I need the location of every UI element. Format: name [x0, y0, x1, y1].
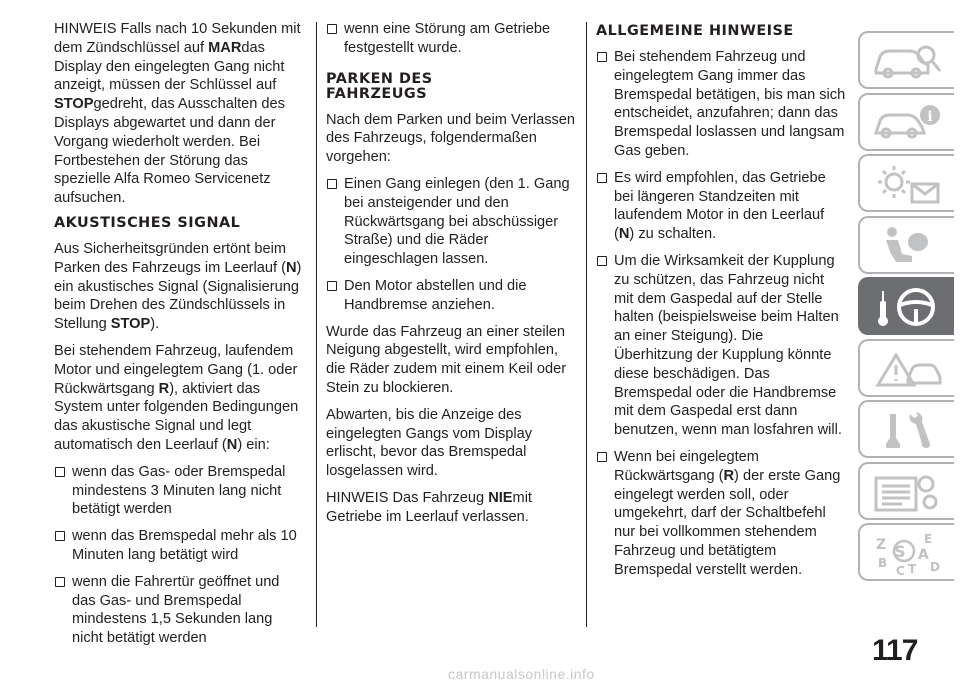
heading-allgemeine-hinweise: ALLGEMEINE HINWEISE — [596, 23, 794, 39]
warning-light-icon — [872, 162, 944, 206]
list-item — [326, 175, 576, 269]
text-column-1 — [54, 20, 306, 656]
tab-warning-lights[interactable] — [858, 154, 954, 212]
heading-line: FAHRZEUGS — [326, 85, 428, 102]
svg-text:i: i — [927, 108, 933, 125]
list-item — [596, 48, 846, 161]
checkbox-bullet-icon — [55, 531, 65, 541]
paragraph-parking-intro: Nach dem Parken und beim Verlassen des Fahrzeugs, folgendermaßen vorgehen: — [326, 111, 576, 166]
tab-safety[interactable] — [858, 93, 954, 151]
index-letter: B — [878, 556, 888, 570]
tab-knowing-the-car[interactable] — [858, 31, 954, 89]
list-item — [596, 169, 846, 244]
list-item-text: wenn das Gas- oder Bremspedal mindestens 3 Minuten lang nicht betätigt werden — [72, 463, 286, 518]
index-letter: S — [894, 542, 906, 561]
key-position-mar: MAR — [208, 39, 242, 56]
tab-safety-devices[interactable] — [858, 216, 954, 274]
gear-n: N — [226, 436, 238, 453]
note-display-gear — [54, 20, 306, 208]
chapter-tab-bar — [858, 31, 960, 585]
note-text: HINWEIS Das Fahrzeug — [326, 489, 489, 506]
list-item-text: Einen Gang einlegen (den 1. Gang bei ansteigender und den Rückwärtsgang bei abschüssiger Straße) und die Räder eingeschlagen lassen. — [344, 175, 570, 268]
gear-r: R — [158, 380, 170, 397]
paragraph-wheel-chock: Wurde das Fahrzeug an einer steilen Neigung abgestellt, wird empfohlen, die Räder zudem mit einem Keil oder Stein zu blockieren. — [326, 323, 567, 396]
list-item — [596, 448, 846, 580]
checkbox-bullet-icon — [55, 467, 65, 477]
key-position-stop: STOP — [110, 316, 151, 333]
note-text: gedreht, das Ausschalten des Displays abgewartet und dann der Vorgang wiederholt werden. Bei Fortbestehen der Störung das spezielle Alfa Romeo Servicenetz aufsuchen. — [54, 96, 285, 207]
checkbox-bullet-icon — [597, 452, 607, 462]
index-letter: C — [896, 564, 905, 575]
checkbox-bullet-icon — [327, 24, 337, 34]
emphasis-nie: NIE — [488, 489, 513, 506]
heading-line: PARKEN DES — [326, 70, 433, 87]
watermark: carmanualsonline.info — [448, 666, 595, 682]
gear-n: N — [618, 226, 630, 243]
list-item — [326, 277, 576, 315]
column-divider — [586, 22, 587, 627]
paragraph-text: Bei stehendem Fahrzeug, laufendem Motor und eingelegtem Gang (1. oder Rückwärtsgang — [54, 342, 298, 397]
index-letter: D — [930, 560, 940, 574]
list-item-text: wenn das Bremspedal mehr als 10 Minuten lang betätigt wird — [72, 528, 297, 563]
index-letter: A — [918, 547, 929, 563]
note-never-neutral — [326, 489, 576, 527]
list-item-text: Bei stehendem Fahrzeug und eingelegtem Gang immer das Bremspedal betätigen, bis man sich entscheidet, anzufahren; dann das Bremspedal loslassen und langsam Gas geben. — [614, 49, 846, 159]
index-letter: E — [924, 532, 933, 546]
airbag-seat-icon — [872, 224, 944, 268]
key-steering-wheel-icon — [872, 285, 944, 329]
checkbox-bullet-icon — [597, 256, 607, 266]
list-item — [54, 573, 306, 648]
list-item — [326, 20, 576, 58]
paragraph-text: ). — [150, 316, 160, 333]
key-position-stop: STOP — [54, 96, 94, 113]
wrench-screwdriver-icon — [872, 408, 944, 452]
list-item-text: ) der erste Gang eingelegt werden soll, oder umgekehrt, darf der Schaltbefehl nur bei vollkommen stehendem Fahrzeug und betätigtem Bremspedal verstellt werden. — [614, 467, 841, 578]
checkbox-bullet-icon — [597, 52, 607, 62]
text-column-3 — [596, 20, 846, 588]
paragraph-parking-signal — [54, 240, 306, 334]
tab-emergency[interactable] — [858, 339, 954, 397]
car-info-icon — [872, 101, 944, 145]
paragraph-text: ) ein akustisches Signal (Signalisierung beim Drehen des Zündschlüssels in Stellung — [54, 259, 302, 333]
alphabetical-index-icon — [872, 531, 944, 575]
gear-n: N — [286, 259, 297, 276]
tab-maintenance[interactable] — [858, 400, 954, 458]
index-letter: T — [908, 562, 917, 575]
note-text: das Display den eingelegten Gang nicht anzeigt, müssen der Schlüssel auf — [54, 39, 285, 94]
paragraph-text: ), aktiviert das System unter folgenden Bedingungen das akustische Signal und legt automatisch den Leerlauf ( — [54, 380, 299, 453]
heading-parken-des-fahrzeugs — [326, 72, 576, 102]
tab-index[interactable] — [858, 523, 954, 581]
note-text: mit Getriebe im Leerlauf verlassen. — [326, 489, 532, 525]
index-letter: Z — [876, 537, 887, 553]
list-item-text: Um die Wirksamkeit der Kupplung zu schützen, das Fahrzeug nicht mit dem Gaspedal auf der Stelle halten (beispielsweise beim Halten an einer Steigung). Die Überhitzung der Kupplung könnte diese beschädigen. Das Bremspedal oder die Handbremse mit dem Gaspedal erst dann benutzen, wenn man losfahren will. — [614, 252, 842, 439]
paragraph-text: Aus Sicherheitsgründen ertönt beim Parken des Fahrzeugs im Leerlauf ( — [54, 240, 287, 276]
list-item-text: Den Motor abstellen und die Handbremse anziehen. — [344, 277, 527, 313]
column-divider — [316, 22, 317, 627]
specifications-list-icon — [872, 470, 944, 514]
list-item — [54, 463, 306, 519]
car-search-icon — [872, 39, 944, 83]
list-item-text: wenn die Fahrertür geöffnet und das Gas- und Bremspedal mindestens 1,5 Sekunden lang nicht betätigt werden — [72, 573, 280, 647]
page-number: 117 — [872, 634, 918, 667]
car-accident-warning-icon — [872, 347, 944, 391]
note-text: HINWEIS Falls nach 10 Sekunden mit dem Zündschlüssel auf — [54, 21, 301, 56]
list-item-text: Wenn bei eingelegtem Rückwärtsgang ( — [614, 448, 759, 484]
tab-technical-data[interactable] — [858, 462, 954, 520]
list-item — [54, 527, 306, 565]
gear-r: R — [723, 467, 735, 484]
paragraph-display-wait: Abwarten, bis die Anzeige des eingelegten Gangs vom Display erlischt, bevor das Bremspedal losgelassen wird. — [326, 406, 533, 480]
checkbox-bullet-icon — [55, 577, 65, 587]
tab-starting-driving[interactable] — [858, 277, 954, 335]
checkbox-bullet-icon — [597, 173, 607, 183]
heading-akustisches-signal: AKUSTISCHES SIGNAL — [54, 214, 241, 231]
list-item-text: ) zu schalten. — [629, 226, 717, 243]
list-item-text: wenn eine Störung am Getriebe festgestellt wurde. — [344, 21, 551, 56]
checkbox-bullet-icon — [327, 179, 337, 189]
text-column-2 — [326, 20, 576, 535]
checkbox-bullet-icon — [327, 281, 337, 291]
paragraph-text: ) ein: — [237, 436, 270, 453]
list-item — [596, 252, 846, 440]
list-item-text: Es wird empfohlen, das Getriebe bei längeren Standzeiten mit laufendem Motor in den Leerlauf ( — [614, 169, 826, 243]
paragraph-conditions — [54, 342, 306, 455]
